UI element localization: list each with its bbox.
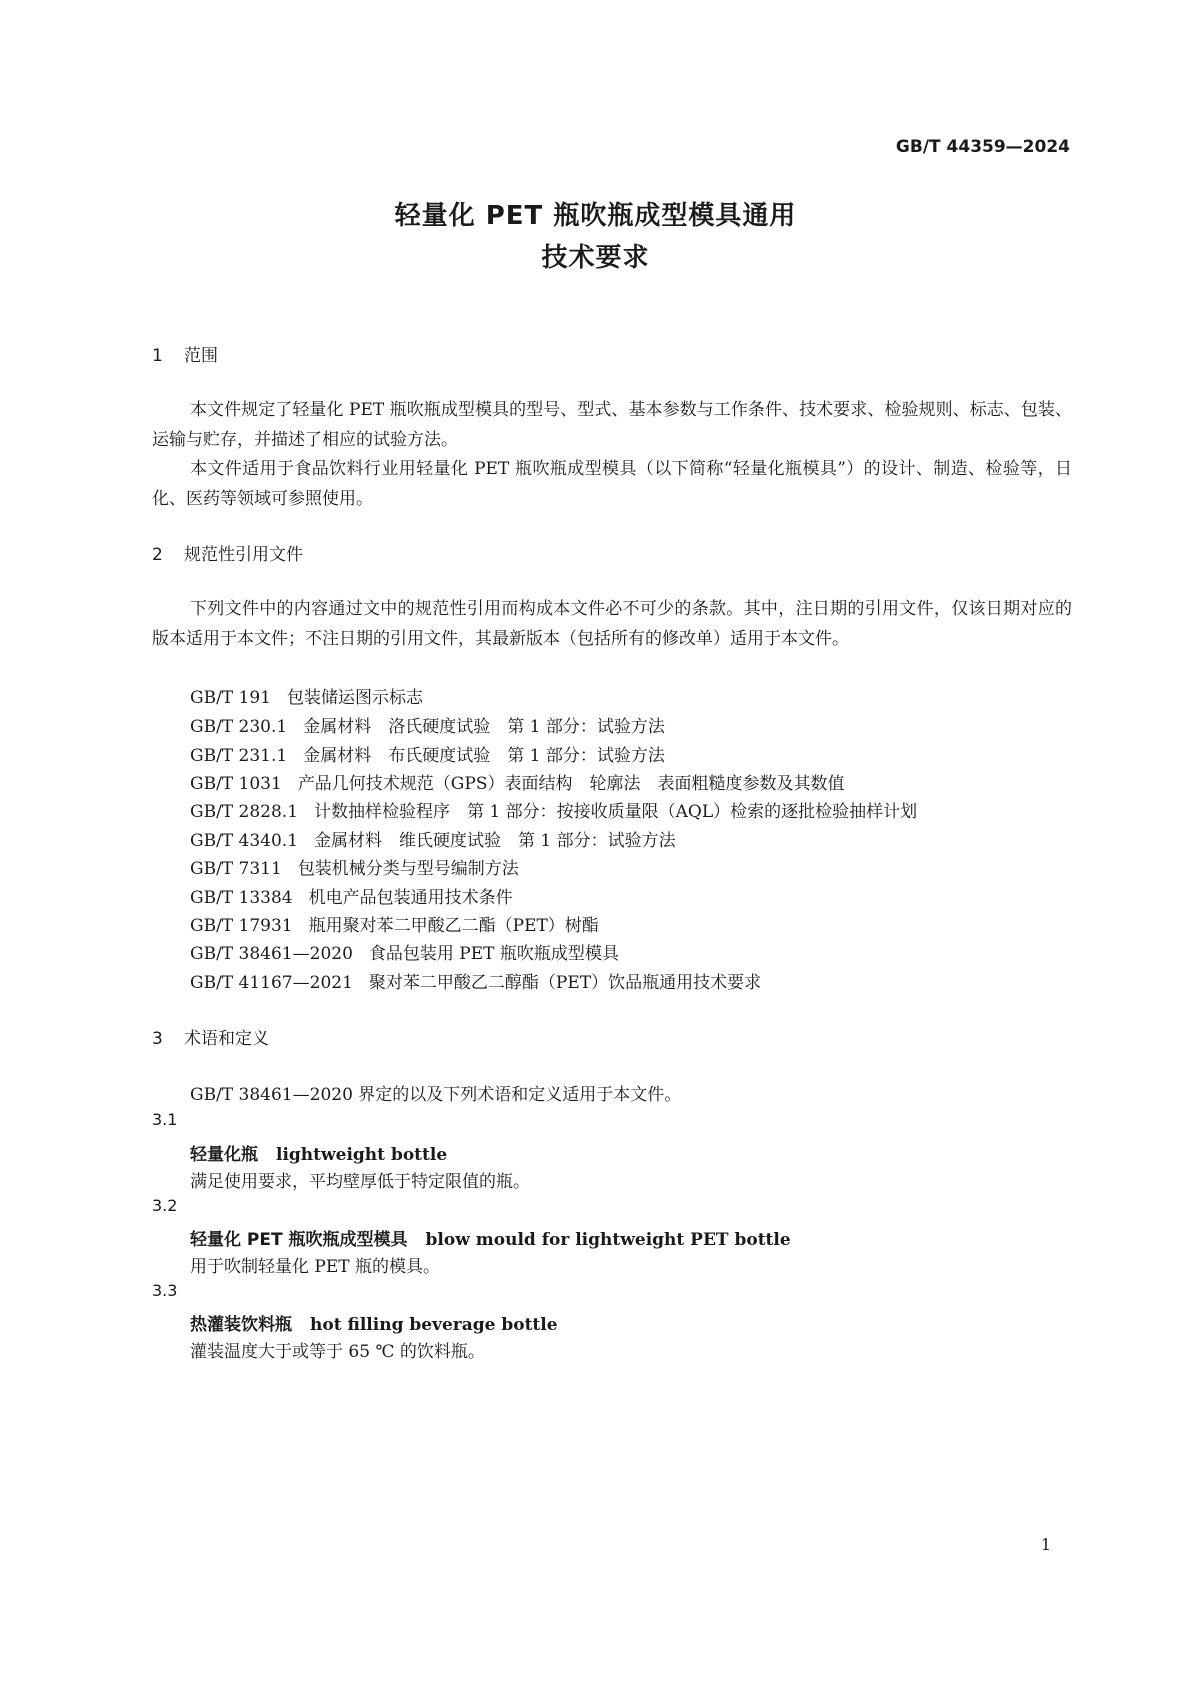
section-3-intro: GB/T 38461—2020 界定的以及下列术语和定义适用于本文件。 [190,1085,682,1105]
reference-title: 计数抽样检验程序 第 1 部分：按接收质量限（AQL）检索的逐批检验抽样计划 [314,802,918,822]
term-name-zh: 轻量化 PET 瓶吹瓶成型模具 [190,1230,408,1250]
section-1-paragraph-1: 本文件规定了轻量化 PET 瓶吹瓶成型模具的型号、型式、基本参数与工作条件、技术要求、检验规则、标志、包装、运输与贮存，并描述了相应的试验方法。 [152,400,1072,450]
reference-code: GB/T 2828.1 [190,802,299,822]
term-definition: 用于吹制轻量化 PET 瓶的模具。 [190,1257,440,1277]
section-number: 1 [152,346,163,366]
reference-item [190,854,519,879]
term-number: 3.2 [152,1196,178,1215]
term-name [190,1140,447,1165]
reference-item [190,826,676,851]
section-2-paragraph-1: 下列文件中的内容通过文中的规范性引用而构成本文件必不可少的条款。其中，注日期的引用文件，仅该日期对应的版本适用于本文件；不注日期的引用文件，其最新版本（包括所有的修改单）适用于本文件。 [152,599,1072,649]
term-name-zh: 轻量化瓶 [190,1145,258,1165]
term-name-zh: 热灌装饮料瓶 [190,1315,292,1335]
reference-title: 包装机械分类与型号编制方法 [297,859,519,879]
reference-code: GB/T 13384 [190,888,293,908]
reference-item [190,741,665,766]
reference-item [190,968,761,993]
reference-code: GB/T 1031 [190,774,282,794]
page-number: 1 [1040,1535,1051,1554]
reference-code: GB/T 231.1 [190,746,288,766]
section-1-paragraph-2: 本文件适用于食品饮料行业用轻量化 PET 瓶吹瓶成型模具（以下简称“轻量化瓶模具”）的设计、制造、检验等，日化、医药等领域可参照使用。 [152,459,1072,509]
reference-item [190,683,423,708]
reference-item [190,797,917,822]
reference-title: 包装储运图示标志 [287,688,423,708]
reference-title: 金属材料 布氏硬度试验 第 1 部分：试验方法 [303,746,665,766]
section-title: 规范性引用文件 [184,545,303,565]
term-number: 3.3 [152,1281,178,1300]
reference-code: GB/T 4340.1 [190,831,299,851]
section-number: 2 [152,545,163,565]
document-title-line1: 轻量化 PET 瓶吹瓶成型模具通用 [394,201,797,231]
term-number: 3.1 [152,1110,178,1129]
section-1-heading [152,341,218,366]
reference-item [190,883,513,908]
reference-code: GB/T 41167—2021 [190,973,353,993]
term-name-en: blow mould for lightweight PET bottle [425,1230,791,1250]
term-name [190,1310,558,1335]
reference-item [190,939,619,964]
reference-code: GB/T 17931 [190,916,293,936]
reference-code: GB/T 7311 [190,859,282,879]
term-name-en: lightweight bottle [276,1145,448,1165]
reference-title: 瓶用聚对苯二甲酸乙二酯（PET）树酯 [308,916,599,936]
standard-number: GB/T 44359—2024 [895,137,1070,157]
reference-title: 机电产品包装通用技术条件 [308,888,513,908]
reference-item [190,712,665,737]
section-title: 范围 [184,346,218,366]
reference-title: 产品几何技术规范（GPS）表面结构 轮廓法 表面粗糙度参数及其数值 [297,774,845,794]
section-title: 术语和定义 [184,1029,269,1049]
term-name [190,1225,791,1250]
section-3-heading [152,1024,269,1049]
section-number: 3 [152,1029,163,1049]
term-name-en: hot filling beverage bottle [310,1315,558,1335]
reference-title: 食品包装用 PET 瓶吹瓶成型模具 [368,944,619,964]
reference-code: GB/T 38461—2020 [190,944,353,964]
reference-item [190,911,599,936]
reference-item [190,769,844,794]
section-2-heading [152,540,303,565]
document-title-line2: 技术要求 [541,243,650,273]
reference-title: 金属材料 维氏硬度试验 第 1 部分：试验方法 [314,831,676,851]
reference-code: GB/T 230.1 [190,717,288,737]
reference-code: GB/T 191 [190,688,271,708]
reference-title: 聚对苯二甲酸乙二醇酯（PET）饮品瓶通用技术要求 [368,973,762,993]
term-definition: 满足使用要求，平均壁厚低于特定限值的瓶。 [190,1172,530,1192]
term-definition: 灌装温度大于或等于 65 ℃ 的饮料瓶。 [190,1342,485,1362]
reference-title: 金属材料 洛氏硬度试验 第 1 部分：试验方法 [303,717,665,737]
